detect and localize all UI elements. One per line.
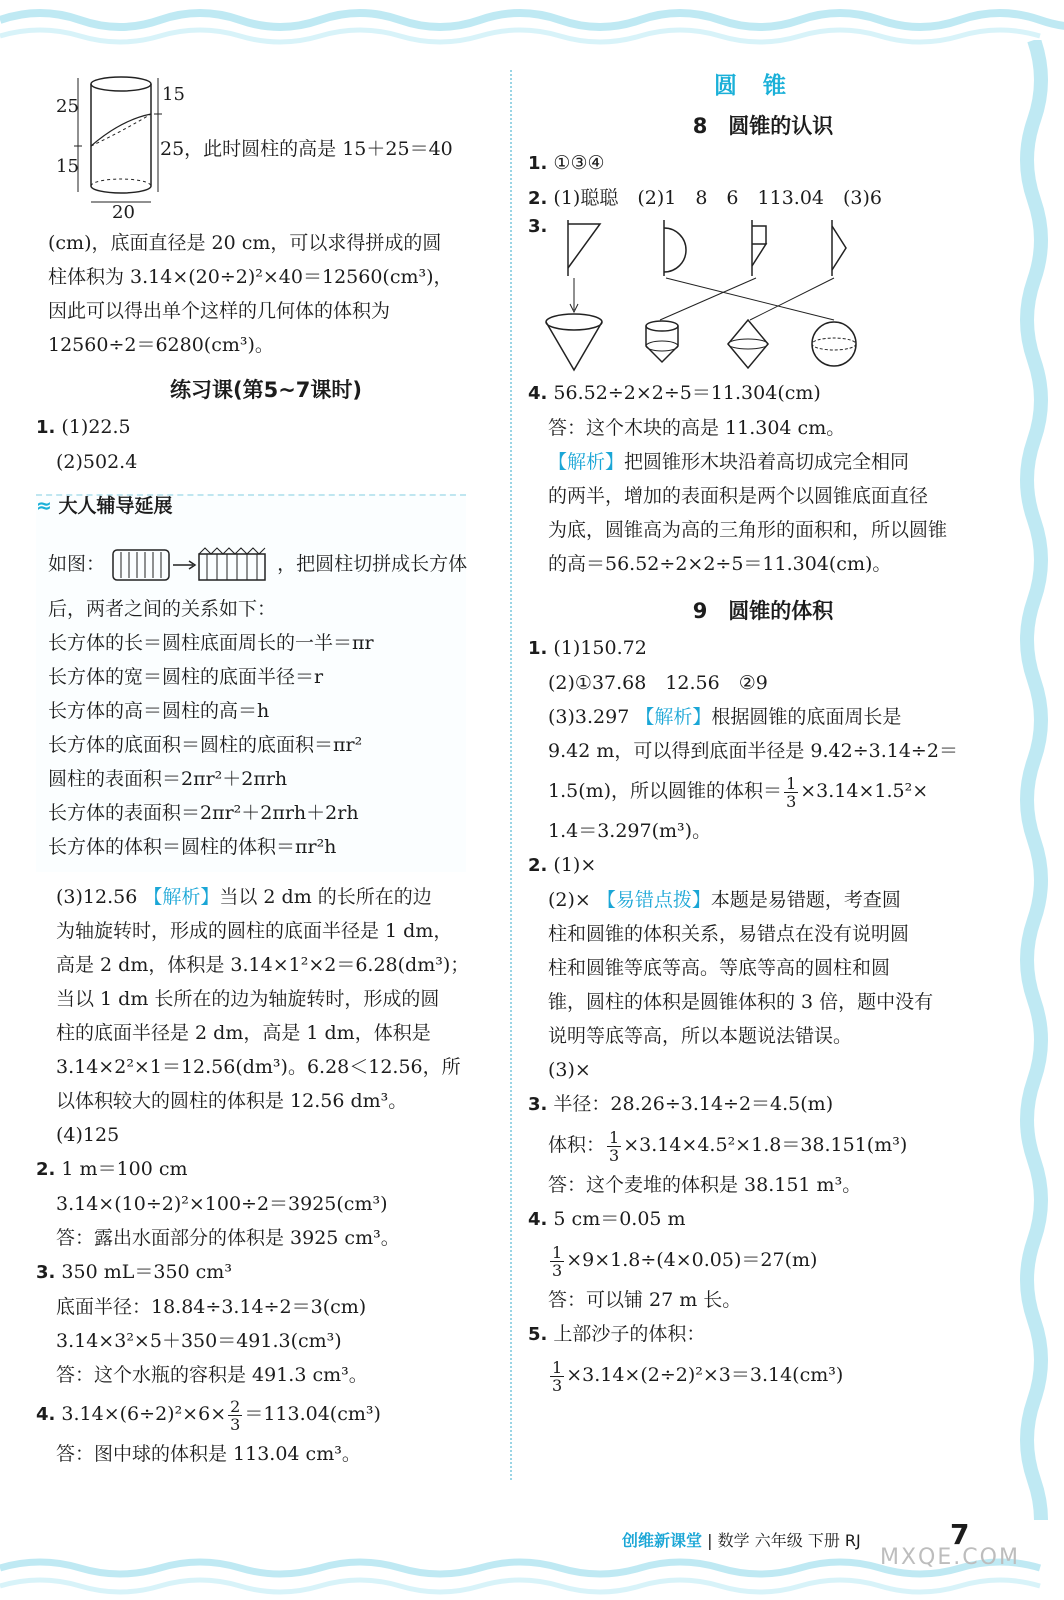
guidance-line: 长方体的表面积＝2πr²＋2πrh＋2rh bbox=[48, 802, 359, 824]
guidance-line: 长方体的高＝圆柱的高＝h bbox=[48, 700, 270, 722]
s9-q2-part1: (1)× bbox=[553, 854, 597, 876]
footer-edition: RJ bbox=[844, 1531, 861, 1550]
s9-q3-line: 半径：28.26÷3.14÷2＝4.5(m) bbox=[553, 1093, 834, 1115]
intro-line-3: 因此可以得出单个这样的几何体的体积为 bbox=[48, 300, 391, 322]
q4-post: ＝113.04(cm³) bbox=[244, 1403, 381, 1425]
s8-q4-analysis-line: 的两半，增加的表面积是两个以圆锥底面直径 bbox=[548, 485, 929, 507]
analysis-tag: 【解析】 bbox=[548, 451, 625, 473]
footer-grade: 六年级 bbox=[754, 1531, 803, 1550]
section-8-title: 8 圆锥的认识 bbox=[692, 114, 834, 138]
s8-q3-number: 3. bbox=[528, 216, 548, 237]
wave-icon: ≈ bbox=[36, 495, 52, 517]
s8-q4-calc: 56.52÷2×2÷5＝11.304(cm) bbox=[553, 382, 821, 404]
fig-label-15-right: 15 bbox=[162, 84, 185, 105]
q1-3-first: 当以 2 dm 的长所在的边 bbox=[219, 886, 432, 908]
fraction bbox=[550, 1359, 564, 1394]
s9-q1-part1: (1)150.72 bbox=[553, 637, 647, 659]
q2-answer: 答：露出水面部分的体积是 3925 cm³。 bbox=[56, 1227, 400, 1249]
s8-q1-answer: ①③④ bbox=[553, 152, 605, 174]
s9-q4-line: 5 cm＝0.05 m bbox=[553, 1208, 686, 1230]
guidance-line1-end: ，把圆柱切拼成长方体 bbox=[277, 553, 468, 575]
q1-3-line: 以体积较大的圆柱的体积是 12.56 dm³。 bbox=[56, 1090, 408, 1112]
s9-q4-number: 4. bbox=[528, 1209, 548, 1230]
s9-q3-answer: 答：这个麦堆的体积是 38.151 m³。 bbox=[548, 1174, 862, 1196]
q4-pre: 3.14×(6÷2)²×6× bbox=[61, 1403, 227, 1425]
q1-part2: (2)502.4 bbox=[56, 451, 138, 473]
q2-line: 1 m＝100 cm bbox=[61, 1158, 188, 1180]
cylinder-figure-block bbox=[36, 60, 496, 226]
q1-3-line: 高是 2 dm，体积是 3.14×1²×2＝6.28(dm³)； bbox=[56, 954, 470, 976]
intro-line-4: 12560÷2＝6280(cm³)。 bbox=[48, 334, 274, 356]
footer-brand: 创维新课堂 bbox=[622, 1531, 703, 1550]
q4-number: 4. bbox=[36, 1404, 56, 1425]
guidance-line1 bbox=[48, 546, 467, 584]
guidance-line1-start: 如图： bbox=[48, 553, 106, 575]
analysis-tag: 【解析】 bbox=[143, 886, 220, 908]
q1-3-line: 当以 1 dm 长所在的边为轴旋转时，形成的圆 bbox=[56, 988, 440, 1010]
intro-line-2: 柱体积为 3.14×(20÷2)²×40＝12560(cm³)， bbox=[48, 266, 453, 288]
s9-q5-line: ×3.14×(2÷2)²×3＝3.14(cm³) bbox=[566, 1364, 844, 1386]
footer-separator: | bbox=[707, 1531, 713, 1550]
q1-number: 1. bbox=[36, 417, 56, 438]
guidance-line: 长方体的长＝圆柱底面周长的一半＝πr bbox=[48, 632, 374, 654]
s8-q4-analysis-line: 的高＝56.52÷2×2÷5＝11.304(cm)。 bbox=[548, 553, 892, 575]
s8-q2-answer: (1)聪聪 (2)1 8 6 113.04 (3)6 bbox=[553, 187, 882, 209]
s9-q5-number: 5. bbox=[528, 1324, 548, 1345]
q2-line: 3.14×(10÷2)²×100÷2＝3925(cm³) bbox=[56, 1193, 388, 1215]
s9-q1-number: 1. bbox=[528, 638, 548, 659]
rotation-matching-diagram bbox=[544, 216, 884, 376]
q3-answer: 答：这个水瓶的容积是 491.3 cm³。 bbox=[56, 1364, 368, 1386]
s9-q2-part2: (2)× bbox=[548, 889, 591, 911]
s9-q3-line: 体积： bbox=[548, 1134, 606, 1156]
q1-4-answer: (4)125 bbox=[56, 1124, 120, 1146]
s9-q4-line: ×9×1.8÷(4×0.05)＝27(m) bbox=[566, 1249, 818, 1271]
s8-q4-number: 4. bbox=[528, 383, 548, 404]
s8-q4-analysis-line: 为底，圆锥高为高的三角形的面积和，所以圆锥 bbox=[548, 519, 948, 541]
s9-q1-part2: (2)①37.68 12.56 ②9 bbox=[548, 672, 768, 694]
fraction bbox=[550, 1244, 564, 1279]
footer-subject: 数学 bbox=[717, 1531, 750, 1550]
footer-volume: 下册 bbox=[807, 1531, 840, 1550]
intro-line-1: (cm)，底面直径是 20 cm，可以求得拼成的圆 bbox=[48, 232, 442, 254]
s9-q2-line: 柱和圆锥的体积关系，易错点在没有说明圆 bbox=[548, 923, 910, 945]
top-wave-border bbox=[0, 0, 1064, 50]
q4-frac-top: 2 bbox=[230, 1396, 241, 1416]
s8-q4-analysis: 把圆锥形木块沿着高切成完全相同 bbox=[624, 451, 910, 473]
right-wave-border bbox=[1004, 40, 1064, 1520]
parent-guidance-box bbox=[36, 494, 466, 872]
s8-q2-number: 2. bbox=[528, 188, 548, 209]
frac-bottom: 3 bbox=[786, 791, 797, 811]
q1-3-line: 为轴旋转时，形成的圆柱的底面半径是 1 dm， bbox=[56, 920, 453, 942]
s8-q1-number: 1. bbox=[528, 153, 548, 174]
frac-bottom: 3 bbox=[552, 1260, 563, 1280]
q1-part1: (1)22.5 bbox=[61, 416, 131, 438]
frac-top: 1 bbox=[786, 773, 797, 793]
q2-number: 2. bbox=[36, 1159, 56, 1180]
q3-line: 350 mL＝350 cm³ bbox=[61, 1261, 232, 1283]
guidance-line: 长方体的底面积＝圆柱的底面积＝πr² bbox=[48, 734, 363, 756]
s9-q1-line: 1.4＝3.297(m³)。 bbox=[548, 820, 712, 842]
s9-q3-number: 3. bbox=[528, 1094, 548, 1115]
guidance-line: 后，两者之间的关系如下： bbox=[48, 598, 277, 620]
section-title-practice: 练习课(第5~7课时) bbox=[169, 378, 362, 402]
s9-q3-line: ×3.14×4.5²×1.8＝38.151(m³) bbox=[623, 1134, 908, 1156]
q1-3-answer: (3)12.56 bbox=[56, 886, 138, 908]
s8-q4-answer: 答：这个木块的高是 11.304 cm。 bbox=[548, 417, 846, 439]
analysis-tag: 【解析】 bbox=[635, 706, 712, 728]
cylinder-to-cuboid-icon bbox=[111, 546, 271, 584]
q4-answer: 答：图中球的体积是 113.04 cm³。 bbox=[56, 1443, 361, 1465]
section-9-title: 9 圆锥的体积 bbox=[692, 599, 834, 623]
column-divider bbox=[510, 70, 512, 1480]
s9-q2-tip: 本题是易错题，考查圆 bbox=[710, 889, 901, 911]
fig-label-20: 20 bbox=[112, 202, 135, 223]
s9-q2-line: 锥，圆柱的体积是圆锥体积的 3 倍，题中没有 bbox=[548, 991, 934, 1013]
guidance-line: 圆柱的表面积＝2πr²＋2πrh bbox=[48, 768, 288, 790]
q1-3-line: 3.14×2²×1＝12.56(dm³)。6.28＜12.56，所 bbox=[56, 1056, 461, 1078]
s9-q5-line: 上部沙子的体积： bbox=[553, 1323, 706, 1345]
s9-q1-line: 1.5(m)，所以圆锥的体积＝ bbox=[548, 780, 783, 802]
left-column bbox=[36, 60, 496, 479]
s9-q2-part3: (3)× bbox=[548, 1059, 591, 1081]
fraction bbox=[607, 1129, 621, 1164]
fig-label-25: 25 bbox=[56, 96, 79, 117]
error-tip-tag: 【易错点拨】 bbox=[596, 889, 711, 911]
guidance-line: 长方体的体积＝圆柱的体积＝πr²h bbox=[48, 836, 337, 858]
q4-fraction bbox=[228, 1398, 242, 1433]
guidance-title: 大人辅导延展 bbox=[58, 495, 173, 517]
s9-q2-number: 2. bbox=[528, 855, 548, 876]
q4-frac-bottom: 3 bbox=[230, 1414, 241, 1434]
guidance-line: 长方体的宽＝圆柱的底面半径＝r bbox=[48, 666, 324, 688]
intro-line-0: 25，此时圆柱的高是 15＋25＝40 bbox=[160, 138, 453, 160]
s9-q1-line: ×3.14×1.5²× bbox=[800, 780, 929, 802]
q3-number: 3. bbox=[36, 1262, 56, 1283]
unit-title-cone: 圆锥 bbox=[714, 73, 812, 99]
frac-bottom: 3 bbox=[552, 1375, 563, 1395]
q3-line: 底面半径：18.84÷3.14÷2＝3(cm) bbox=[56, 1296, 367, 1318]
s9-q1-line: 9.42 m，可以得到底面半径是 9.42÷3.14÷2＝ bbox=[548, 740, 958, 762]
s9-q2-line: 柱和圆锥等底等高。等底等高的圆柱和圆 bbox=[548, 957, 891, 979]
frac-top: 1 bbox=[552, 1357, 563, 1377]
s9-q4-answer: 答：可以铺 27 m 长。 bbox=[548, 1289, 742, 1311]
fraction bbox=[784, 775, 798, 810]
frac-bottom: 3 bbox=[609, 1145, 620, 1165]
page-number: 7 bbox=[950, 1518, 970, 1551]
watermark: MXQE.COM bbox=[880, 1545, 1020, 1570]
s9-q1-part3: (3)3.297 bbox=[548, 706, 630, 728]
s9-q2-line: 说明等底等高，所以本题说法错误。 bbox=[548, 1025, 853, 1047]
s9-q1-analysis: 根据圆锥的底面周长是 bbox=[711, 706, 902, 728]
q1-3-line: 柱的底面半径是 2 dm，高是 1 dm，体积是 bbox=[56, 1022, 431, 1044]
q3-line: 3.14×3²×5＋350＝491.3(cm³) bbox=[56, 1330, 342, 1352]
page-footer bbox=[622, 1528, 861, 1551]
right-column bbox=[528, 66, 998, 1398]
frac-top: 1 bbox=[609, 1127, 620, 1147]
fig-label-15: 15 bbox=[56, 156, 79, 177]
frac-top: 1 bbox=[552, 1242, 563, 1262]
left-column-lower bbox=[36, 880, 496, 1471]
